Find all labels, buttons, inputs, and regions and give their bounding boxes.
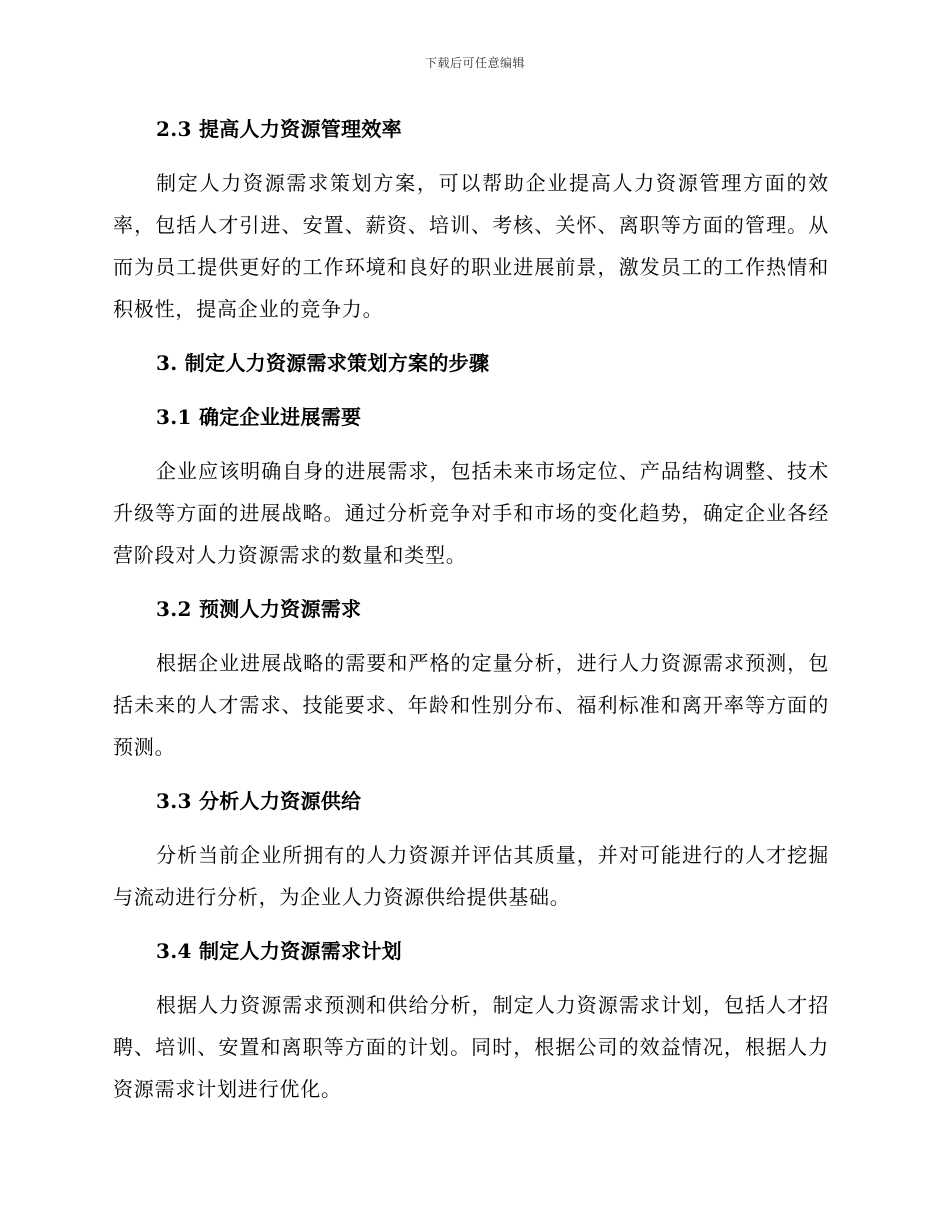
paragraph-3-2: 根据企业进展战略的需要和严格的定量分析，进行人力资源需求预测，包括未来的人才需求、技能要求、年龄和性别分布、福利标准和离开率等方面的预测。: [113, 651, 829, 759]
page-header: 下载后可任意编辑: [424, 56, 525, 70]
section-heading-2-3: 2.3 提高人力资源管理效率: [156, 117, 402, 141]
paragraph-2-3: 制定人力资源需求策划方案，可以帮助企业提高人力资源管理方面的效率，包括人才引进、安置、薪资、培训、考核、关怀、离职等方面的管理。从而为员工提供更好的工作环境和良好的职业进展前景，激发员工的工作热情和积极性，提高企业的竞争力。: [113, 171, 829, 321]
document-body: [113, 108, 829, 1122]
section-heading-3-1: 3.1 确定企业进展需要: [156, 405, 362, 429]
section-heading-3-2: 3.2 预测人力资源需求: [156, 597, 362, 621]
paragraph-3-1: 企业应该明确自身的进展需求，包括未来市场定位、产品结构调整、技术升级等方面的进展战略。通过分析竞争对手和市场的变化趋势，确定企业各经营阶段对人力资源需求的数量和类型。: [113, 459, 829, 567]
section-heading-3-4: 3.4 制定人力资源需求计划: [156, 939, 402, 963]
section-heading-3-3: 3.3 分析人力资源供给: [156, 789, 362, 813]
paragraph-3-3: 分析当前企业所拥有的人力资源并评估其质量，并对可能进行的人才挖掘与流动进行分析，为企业人力资源供给提供基础。: [113, 843, 829, 909]
section-heading-3: 3. 制定人力资源需求策划方案的步骤: [156, 351, 490, 375]
paragraph-3-4: 根据人力资源需求预测和供给分析，制定人力资源需求计划，包括人才招聘、培训、安置和离职等方面的计划。同时，根据公司的效益情况，根据人力资源需求计划进行优化。: [113, 993, 829, 1101]
